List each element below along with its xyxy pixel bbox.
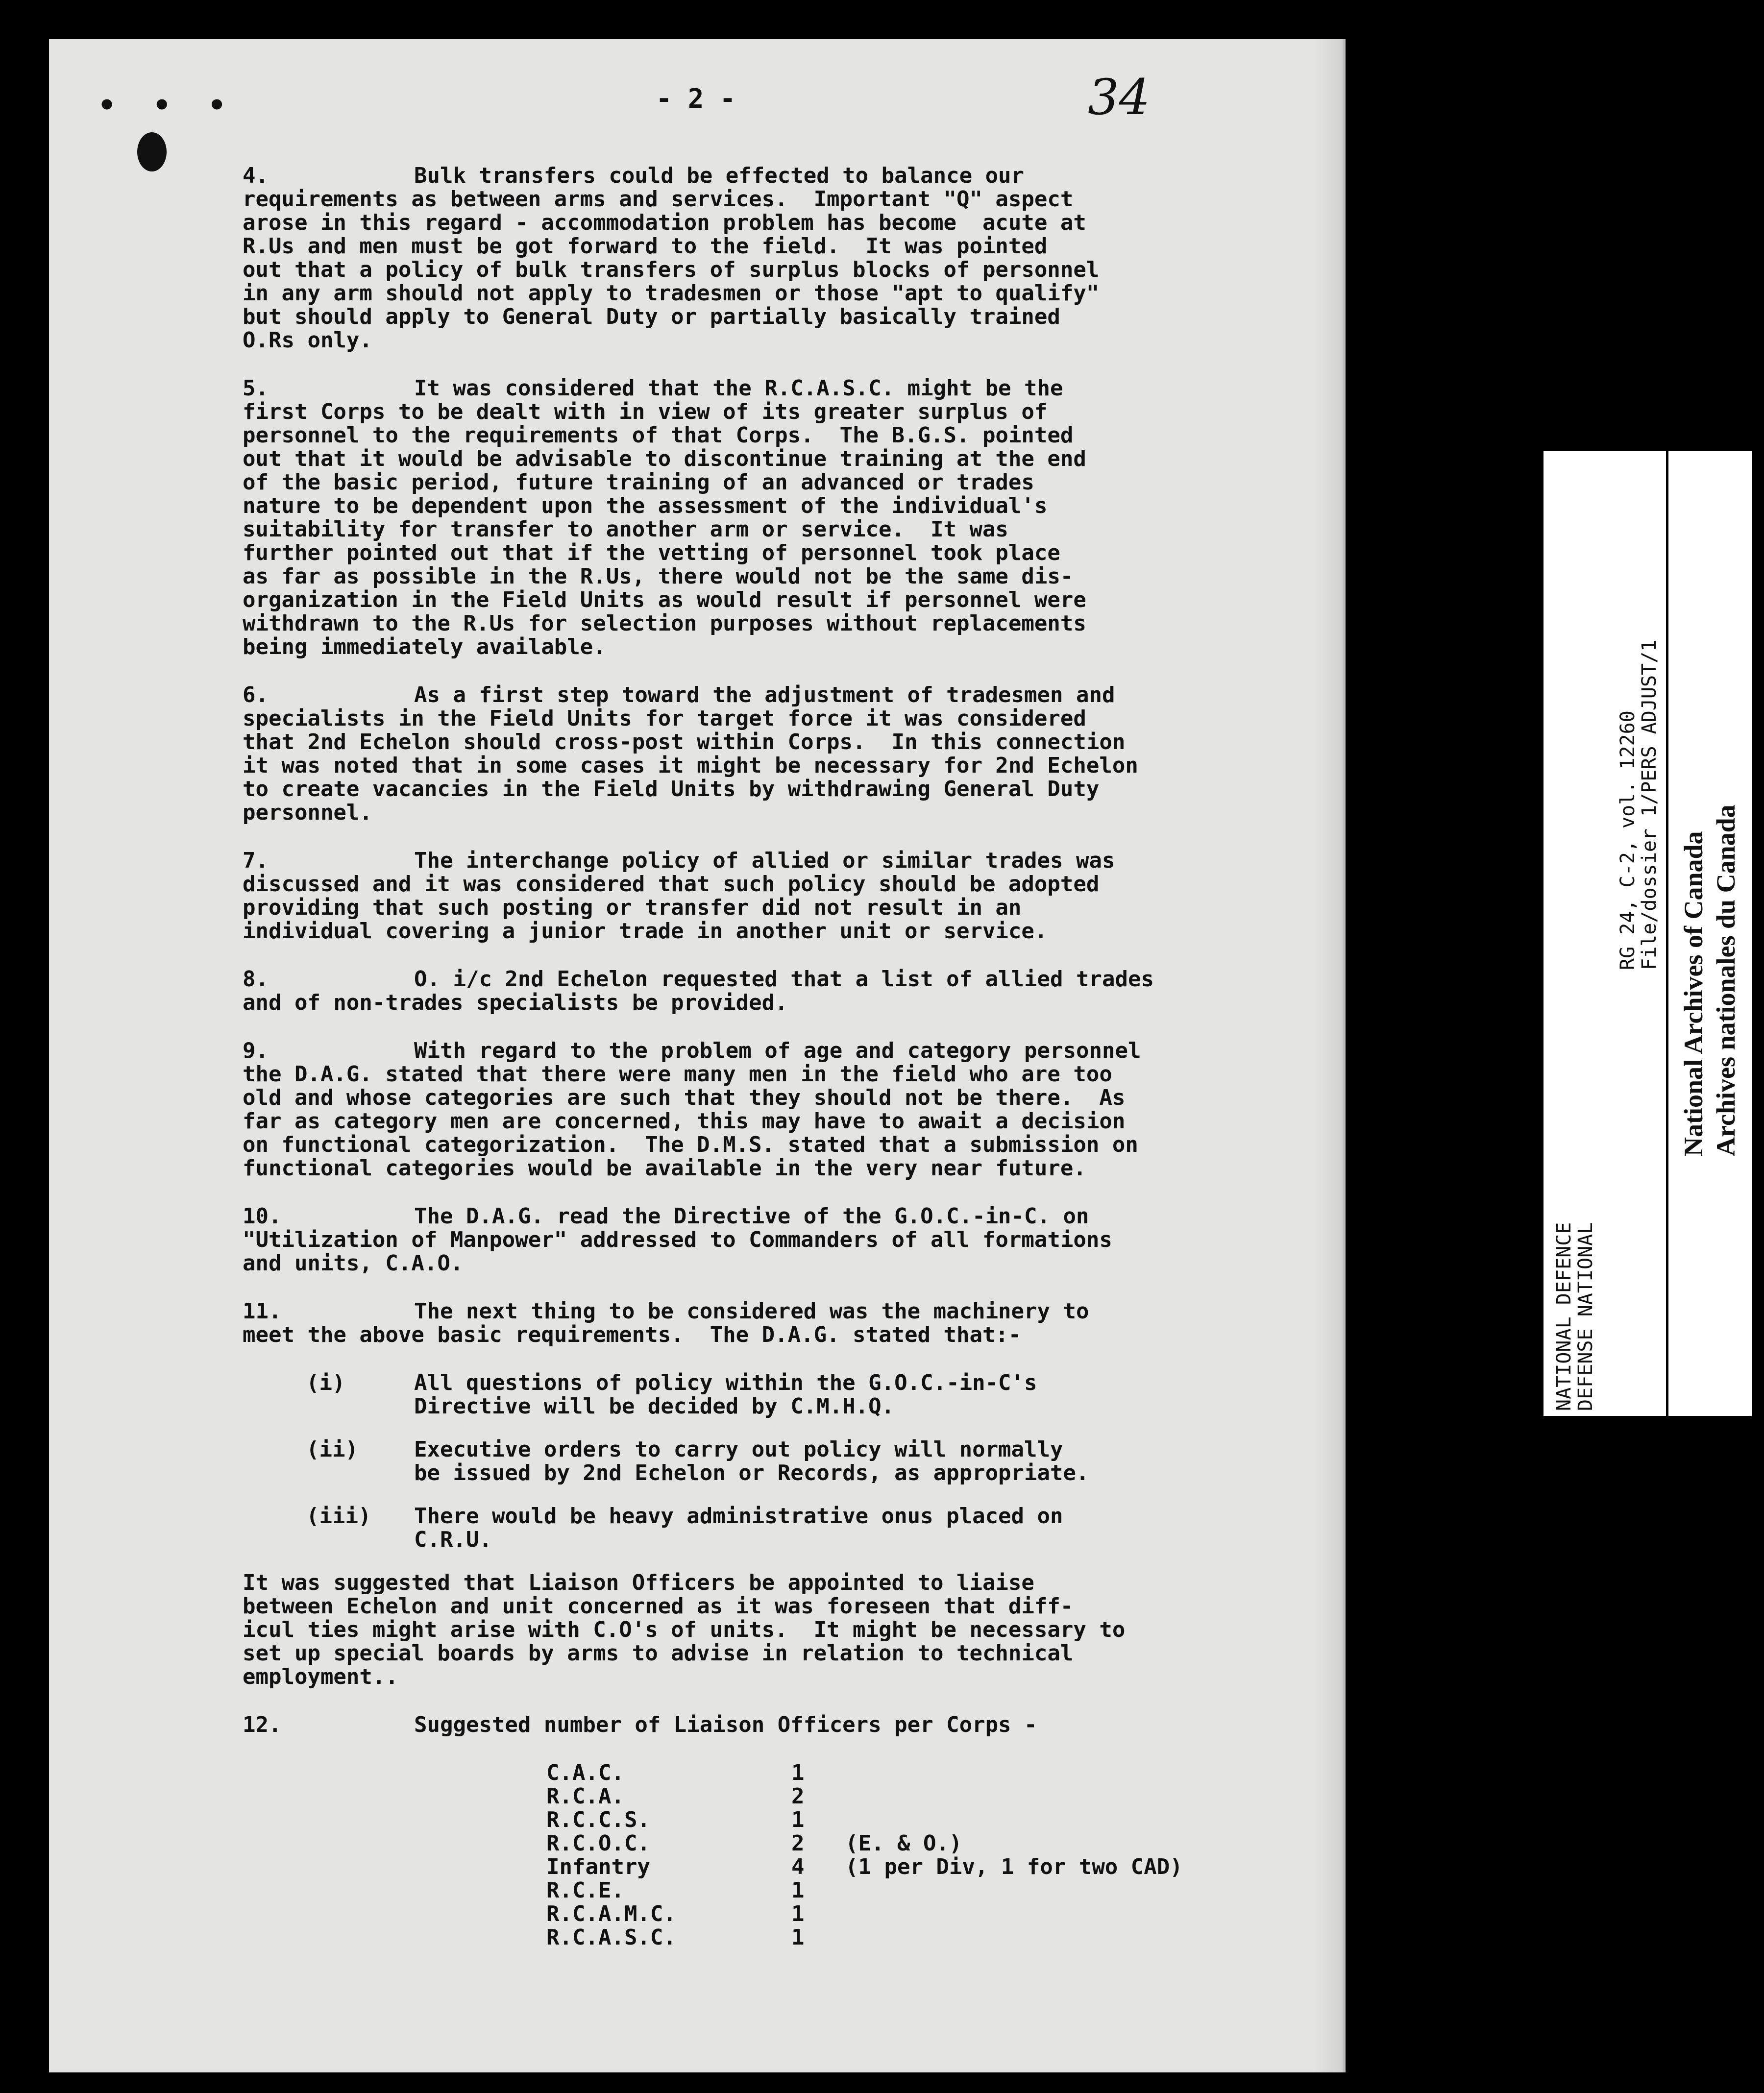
paragraph-number: 7.: [243, 848, 269, 873]
paragraph-text: It was considered that the R.C.A.S.C. might be the first Corps to be dealt with in view of its greater surplus of personnel to the requirements of that Corps. The B.G.S. pointed out that it would be advisable to discontinue training at the end of the basic period, future training of an advanced or trades nature to be dependent upon the assessment of the individual's suitability for transfer to another arm or service. It was further pointed out that if the vetting of personnel took place as far as possible in the R.Us, there would not be the same dis- organization in the Field Units as would result if personnel were withdrawn to the R.Us for selection purposes without replacements being immediately available.: [243, 376, 1086, 659]
punch-hole: [137, 132, 167, 171]
reference-stamp: [1544, 451, 1666, 1416]
stamp-line-rg: RG 24, C-2, vol. 12260: [1617, 710, 1639, 970]
paragraph-list: [243, 164, 1272, 1347]
document-page: [49, 39, 1346, 2072]
paragraph-number: 9.: [243, 1038, 269, 1063]
edge-dots: • • •: [98, 88, 236, 122]
paragraph-number: 4.: [243, 163, 269, 188]
sub-item-number: (ii): [306, 1437, 358, 1462]
paragraph-number: 8.: [243, 967, 269, 992]
stamp-line-defense-nationale: DEFENSE NATIONAL: [1574, 1222, 1597, 1411]
corps-cell: Infantry: [546, 1854, 650, 1879]
note-cell: (E. & O.): [845, 1831, 962, 1856]
count-cell: 1: [791, 1878, 805, 1903]
count-cell: 1: [791, 1901, 805, 1926]
paragraph-text: O. i/c 2nd Echelon requested that a list of allied trades and of non-trades specialists be provided.: [243, 967, 1154, 1015]
note-cell: [845, 1902, 1183, 1926]
paragraph-text: The next thing to be considered was the machinery to meet the above basic requirements. The D.A.G. stated that:-: [243, 1299, 1089, 1347]
paragraph-number: 10.: [243, 1204, 282, 1229]
note-cell: (1 per Div, 1 for two CAD): [845, 1854, 1183, 1879]
paragraph-number: 5.: [243, 376, 269, 401]
count-cell: 1: [791, 1807, 805, 1832]
paragraph-text: The interchange policy of allied or similar trades was discussed and it was considered that such policy should be adopted providing that such posting or transfer did not result in an individual covering a junior trade in another unit or service.: [243, 848, 1115, 944]
table-row: [546, 1832, 1183, 1855]
closing-paragraph: It was suggested that Liaison Officers be appointed to liaise between Echelon and unit concerned as it was foreseen that diff- icul ties might arise with C.O's of units. It might be necessary to set up special boards by arms to advise in relation to technical employment..: [243, 1570, 1126, 1689]
paragraph-number: 6.: [243, 682, 269, 707]
corps-cell: R.C.A.S.C.: [546, 1925, 676, 1950]
paragraph-text: The D.A.G. read the Directive of the G.O.C.-in-C. on "Utilization of Manpower" addressed to Commanders of all formations and units, C.A.O.: [243, 1204, 1112, 1276]
corps-cell: R.C.E.: [546, 1878, 624, 1903]
stamp-line-english: National Archives of Canada: [1679, 831, 1708, 1156]
corps-cell: R.C.O.C.: [546, 1831, 650, 1856]
sub-item: [243, 1438, 1272, 1485]
paragraph: [243, 849, 1272, 943]
sub-item: [243, 1505, 1272, 1552]
paragraph-text: As a first step toward the adjustment of tradesmen and specialists in the Field Units for target force it was considered that 2nd Echelon should cross-post within Corps. In this connection it was noted that in some cases it might be necessary for 2nd Echelon to create vacancies in the Field Units by withdrawing General Duty personnel.: [243, 682, 1138, 825]
document-body: [243, 164, 1272, 1949]
paragraph: [243, 164, 1272, 352]
stamp-line-file: File/dossier 1/PERS ADJUST/1: [1638, 639, 1661, 970]
sub-item-text: Executive orders to carry out policy will normally be issued by 2nd Echelon or Records, as appropriate.: [414, 1437, 1089, 1485]
table-row: [546, 1808, 1183, 1832]
note-cell: [845, 1879, 1183, 1902]
corps-cell: R.C.C.S.: [546, 1807, 650, 1832]
sub-item-text: There would be heavy administrative onus placed on C.R.U.: [414, 1504, 1063, 1552]
table-row: [546, 1902, 1183, 1926]
paragraph-text: With regard to the problem of age and category personnel the D.A.G. stated that there were many men in the field who are too old and whose categories are such that they should not be there. As far as category men are concerned, this may have to await a decision on functional categorization. The D.M.S. stated that a submission on functional categories would be available in the very near future.: [243, 1038, 1141, 1181]
paragraph: [243, 683, 1272, 825]
paragraph: [243, 377, 1272, 659]
note-cell: [845, 1808, 1183, 1832]
paragraph: [243, 1300, 1272, 1347]
paragraph: [243, 1039, 1272, 1180]
stamp-line-french: Archives nationales du Canada: [1711, 804, 1740, 1156]
table-row: [546, 1926, 1183, 1949]
page-number: - 2 -: [656, 83, 736, 114]
paragraph: [243, 968, 1272, 1015]
corps-cell: R.C.A.M.C.: [546, 1901, 676, 1926]
corps-cell: R.C.A.: [546, 1784, 624, 1809]
count-cell: 4: [791, 1854, 805, 1879]
paragraph-text: Bulk transfers could be effected to balance our requirements as between arms and services. Important "Q" aspect arose in this regard - accommodation problem has become acute at R.Us and men must be got forward to the field. It was pointed out that a policy of bulk transfers of surplus blocks of personnel in any arm should not apply to tradesmen or those "apt to qualify" but should apply to General Duty or partially basically trained O.Rs only.: [243, 163, 1100, 353]
sub-item: [243, 1371, 1272, 1418]
paragraph-text: Suggested number of Liaison Officers per Corps -: [414, 1712, 1037, 1737]
count-cell: 2: [791, 1784, 805, 1809]
sub-item-text: All questions of policy within the G.O.C.-in-C's Directive will be decided by C.M.H.Q.: [414, 1370, 1037, 1419]
count-cell: 1: [791, 1925, 805, 1950]
table-row: [546, 1879, 1183, 1902]
table-row: [546, 1761, 1183, 1785]
table-row: [546, 1785, 1183, 1808]
paragraph-12: [243, 1713, 1272, 1737]
paragraph: [243, 1205, 1272, 1275]
corps-cell: C.A.C.: [546, 1760, 624, 1785]
sub-item-list: [243, 1371, 1272, 1552]
paragraph-number: 11.: [243, 1299, 282, 1324]
sub-item-number: (i): [306, 1370, 345, 1395]
liaison-officers-table: [546, 1761, 1183, 1949]
table-row: [546, 1855, 1183, 1879]
stamp-line-national-defence: NATIONAL DEFENCE: [1553, 1222, 1575, 1411]
archives-stamp: [1668, 451, 1752, 1416]
note-cell: [845, 1761, 1183, 1785]
sub-item-number: (iii): [306, 1504, 371, 1529]
count-cell: 1: [791, 1760, 805, 1785]
paragraph-number: 12.: [243, 1712, 282, 1737]
note-cell: [845, 1785, 1183, 1808]
handwritten-folio-number: 34: [1088, 69, 1151, 126]
count-cell: 2: [791, 1831, 805, 1856]
note-cell: [845, 1926, 1183, 1949]
